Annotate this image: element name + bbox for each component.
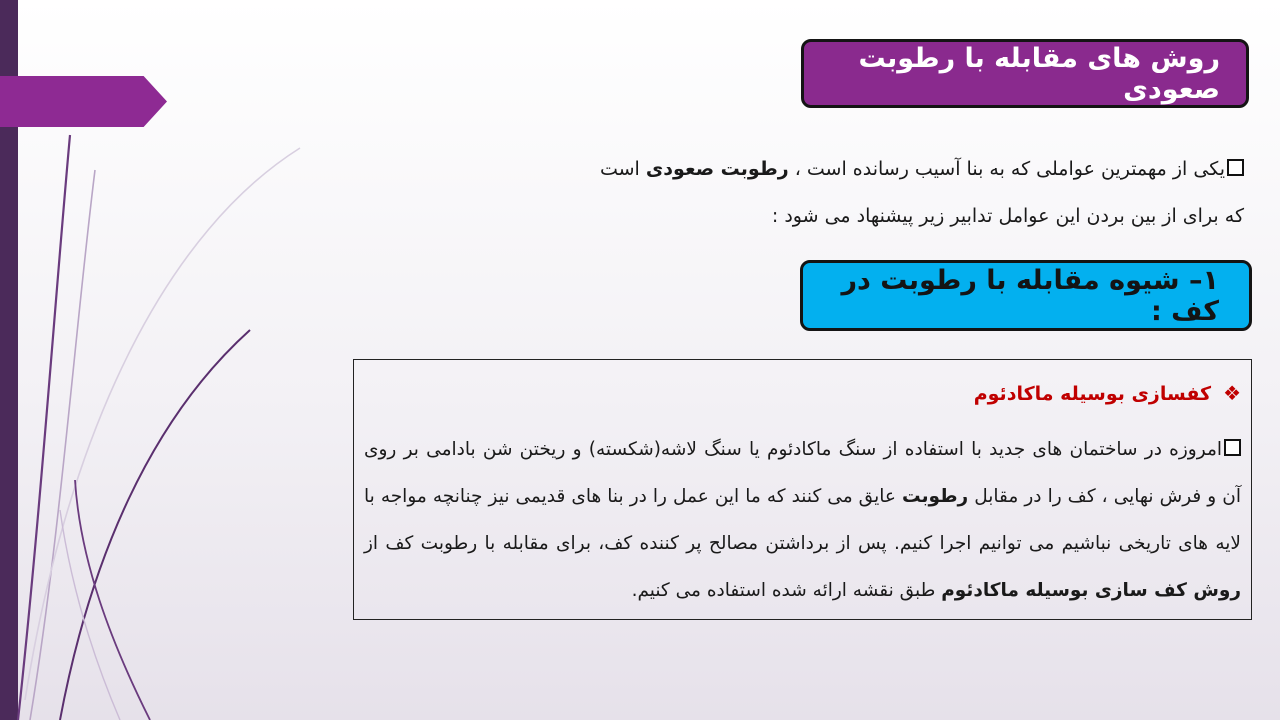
purple-arrow-shape [0, 76, 167, 127]
section-title: ۱– شیوه مقابله با رطوبت در کف : [841, 264, 1219, 327]
subsection-heading: ❖کفسازی بوسیله ماکادئوم [973, 381, 1241, 405]
slide-title-box [801, 39, 1249, 108]
section-title-box [800, 260, 1252, 331]
checkbox-bullet-icon [1224, 439, 1241, 456]
four-diamond-bullet-icon: ❖ [1223, 381, 1241, 405]
rising-damp-emphasis: رطوبت صعودی [645, 158, 789, 180]
intro-line-2: که برای از بین بردن این عوامل تدابیر زیر پیشنهاد می شود : [771, 205, 1244, 227]
subsection-paragraph: امروزه در ساختمان های جدید با استفاده از سنگ ماکادئوم یا سنگ لاشه(شکسته) و ریختن شن بادامی بر روی آن و فرش نهایی ، کف را در مقابل رطوبت عایق می کنند که ما این عمل را در بنا های قدیمی نیز چنانچه مواجه با لایه های تاریخی نباشیم می توانیم اجرا کنیم. پس از برداشتن مصالح پر کننده کف، برای مقابله با رطوبت کف از روش کف سازی بوسیله ماکادئوم طبق نقشه ارائه شده استفاده می کنیم. [364, 439, 1241, 601]
intro-line-1: یکی از مهمترین عواملی که به بنا آسیب رسانده است ، رطوبت صعودی است [560, 146, 1244, 193]
checkbox-bullet-icon [1227, 159, 1244, 176]
content-box [353, 359, 1252, 620]
slide-title: روش های مقابله با رطوبت صعودی [858, 42, 1220, 105]
intro-text [560, 146, 1244, 240]
